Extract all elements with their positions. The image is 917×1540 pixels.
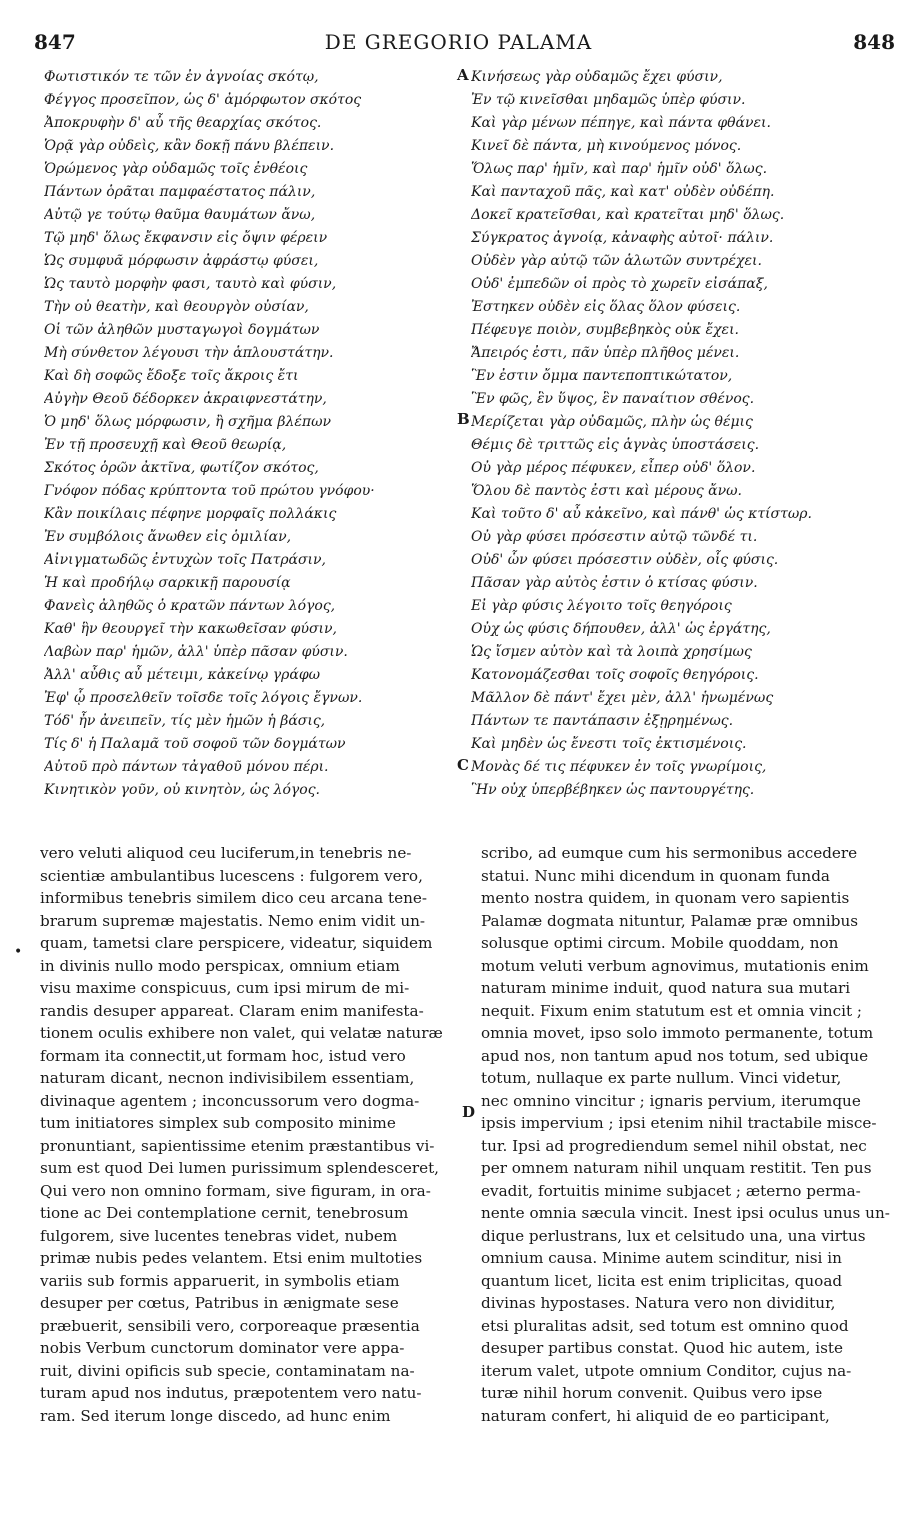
- greek-verse-line: Οὐδὲν γὰρ αὐτῷ τῶν ἁλωτῶν συντρέχει.: [471, 253, 762, 269]
- latin-text-line: nequit. Fixum enim statutum est et omnia vincit ;: [481, 1001, 862, 1020]
- greek-verse-line: Πάντων τε παντάπασιν ἐξῃρημένως.: [471, 713, 734, 729]
- greek-verse-line: Ἣν οὐχ ὑπερβέβηκεν ὡς παντουργέτης.: [471, 782, 755, 798]
- greek-verse-line: Καθ' ἣν θεουργεῖ τὴν κακωθεῖσαν φύσιν,: [44, 621, 337, 637]
- greek-verse-line: Ὅλως παρ' ἡμῖν, καὶ παρ' ἡμῖν οὐδ' ὅλως.: [471, 161, 768, 177]
- greek-verse-line: Ἐστηκεν οὐδὲν εἰς ὅλας ὅλον φύσεις.: [471, 299, 741, 315]
- greek-verse-line: Ἀποκρυφὴν δ' αὖ τῆς θεαρχίας σκότος.: [44, 115, 322, 131]
- latin-text-line: nec omnino vincitur ; ignaris pervium, iterumque: [481, 1091, 861, 1110]
- latin-text-line: etsi pluralitas adsit, sed totum est omnino quod: [481, 1316, 849, 1335]
- greek-verse-line: Ὡς ἴσμεν αὐτὸν καὶ τὰ λοιπὰ χρησίμως: [471, 644, 752, 660]
- greek-verse-line: Φανεὶς ἀληθῶς ὁ κρατῶν πάντων λόγος,: [44, 598, 336, 614]
- latin-text-line: tur. Ipsi ad progrediendum semel nihil obstat, nec: [481, 1136, 867, 1155]
- greek-verse-line: Πάντων ὁρᾶται παμφαέστατος πάλιν,: [44, 184, 316, 200]
- greek-verse-line: Αἰνιγματωδῶς ἐντυχὼν τοῖς Πατράσιν,: [44, 552, 327, 568]
- margin-dot: •: [14, 944, 23, 960]
- latin-text-line: sum est quod Dei lumen purissimum splendesceret,: [40, 1159, 439, 1177]
- margin-marker-c: C: [457, 756, 469, 774]
- latin-text-line: turæ nihil horum convenit. Quibus vero ipse: [481, 1384, 823, 1402]
- greek-verse-line: Λαβὼν παρ' ἡμῶν, ἀλλ' ὑπὲρ πᾶσαν φύσιν.: [44, 644, 348, 660]
- latin-text-line: formam ita connectit,ut formam hoc, istud vero: [40, 1046, 406, 1065]
- greek-verse-line: Οὐδ' ἐμπεδῶν οἱ πρὸς τὸ χωρεῖν εἰσάπαξ,: [471, 276, 768, 292]
- latin-text-line: motum veluti verbum agnovimus, mutationis enim: [481, 956, 869, 975]
- latin-text-line: desuper per cœtus, Patribus in ænigmate sese: [40, 1294, 399, 1312]
- greek-verse-line: Κατονομάζεσθαι τοῖς σοφοῖς θεηγόροις.: [471, 667, 759, 683]
- latin-text-line: turam apud nos indutus, præpotentem vero natu-: [40, 1384, 422, 1402]
- greek-verse-line: Ὡς ταυτὸ μορφὴν φασι, ταυτὸ καὶ φύσιν,: [44, 276, 337, 292]
- latin-text-line: informibus tenebris similem dico ceu arcana tene-: [40, 889, 428, 907]
- latin-text-line: brarum supremæ majestatis. Nemo enim vidit un-: [40, 911, 426, 930]
- greek-verse-line: Μὴ σύνθετον λέγουσι τὴν ἁπλουστάτην.: [44, 345, 334, 361]
- greek-verse-line: Φέγγος προσεῖπον, ὡς δ' ἀμόρφωτον σκότος: [44, 92, 362, 108]
- latin-text-line: naturam dicant, necnon indivisibilem essentiam,: [40, 1069, 415, 1087]
- latin-text-line: divinas hypostases. Natura vero non dividitur,: [481, 1294, 836, 1312]
- latin-text-line: nente omnia sæcula vincit. Inest ipsi oculus unus un-: [481, 1204, 890, 1222]
- greek-verse-line: Αὐγὴν Θεοῦ δέδορκεν ἀκραιφνεστάτην,: [44, 391, 327, 407]
- greek-verse-line: Μᾶλλον δὲ πάντ' ἔχει μὲν, ἀλλ' ἡνωμένως: [471, 690, 774, 706]
- greek-verse-line: Καὶ γὰρ μένων πέπηγε, καὶ πάντα φθάνει.: [471, 115, 771, 131]
- greek-verse-line: Ἄπειρός ἐστι, πᾶν ὑπὲρ πλῆθος μένει.: [471, 345, 740, 361]
- latin-text-line: statui. Nunc mihi dicendum in quonam funda: [481, 866, 830, 885]
- greek-verse-line: Γνόφον πόδας κρύπτοντα τοῦ πρώτου γνόφου·: [44, 483, 375, 499]
- latin-text-line: desuper partibus constat. Quod hic autem, iste: [481, 1339, 843, 1357]
- greek-verse-line: Θέμις δὲ τριττῶς εἰς ἁγνὰς ὑποστάσεις.: [471, 437, 760, 453]
- greek-verse-line: Πᾶσαν γὰρ αὐτὸς ἐστιν ὁ κτίσας φύσιν.: [471, 575, 758, 591]
- running-title: DE GREGORIO PALAMA: [324, 30, 593, 54]
- latin-text-column-left: [40, 842, 454, 1427]
- greek-verse-line: Ἐν τῷ κινεῖσθαι μηδαμῶς ὑπὲρ φύσιν.: [471, 92, 746, 108]
- latin-text-line: quam, tametsi clare perspicere, videatur, siquidem: [40, 934, 433, 952]
- latin-text-line: tionem oculis exhibere non valet, qui velatæ naturæ: [40, 1024, 443, 1042]
- latin-text-line: mento nostra quidem, in quonam vero sapientis: [481, 889, 850, 907]
- latin-text-line: Qui vero non omnino formam, sive figuram, in ora-: [40, 1181, 431, 1200]
- latin-text-line: fulgorem, sive lucentes tenebras videt, nubem: [40, 1226, 398, 1245]
- page-number-left: 847: [34, 30, 76, 54]
- greek-verse-line: Μερίζεται γὰρ οὐδαμῶς, πλὴν ὡς θέμις: [471, 414, 753, 430]
- greek-verse-line: Οἱ τῶν ἀληθῶν μυσταγωγοὶ δογμάτων: [44, 322, 320, 338]
- margin-marker-a: A: [457, 66, 469, 84]
- greek-verse-line: Ὅλου δὲ παντὸς ἐστι καὶ μέρους ἄνω.: [471, 483, 743, 499]
- greek-verse-line: Ἐν συμβόλοις ἄνωθεν εἰς ὁμιλίαν,: [44, 529, 292, 545]
- greek-verse-line: Κινήσεως γὰρ οὐδαμῶς ἔχει φύσιν,: [471, 69, 723, 85]
- latin-text-line: præbuerit, sensibili vero, corporeaque præsentia: [40, 1316, 420, 1335]
- latin-text-line: per omnem naturam nihil unquam restitit. Ten pus: [481, 1159, 872, 1177]
- greek-verse-line: Ὡς συμφυᾶ μόρφωσιν ἀφράστῳ φύσει,: [44, 253, 319, 269]
- greek-verse-line: Ἐν τῇ προσευχῇ καὶ Θεοῦ θεωρίᾳ,: [44, 437, 287, 453]
- latin-text-line: totum, nullaque ex parte nullum. Vinci videtur,: [481, 1069, 842, 1087]
- greek-verse-line: Σκότος ὁρῶν ἀκτῖνα, φωτίζον σκότος,: [44, 460, 319, 476]
- greek-verse-line: Καὶ τοῦτο δ' αὖ κἀκεῖνο, καὶ πάνθ' ὡς κτίστωρ.: [471, 506, 812, 522]
- latin-text-line: omnia movet, ipso solo immoto permanente, totum: [481, 1024, 874, 1042]
- greek-verse-line: Κινεῖ δὲ πάντα, μὴ κινούμενος μόνος.: [471, 138, 742, 154]
- latin-text-line: solusque optimi circum. Mobile quoddam, non: [481, 934, 839, 952]
- greek-verse-line: Καὶ μηδὲν ὡς ἔνεστι τοῖς ἐκτισμένοις.: [471, 736, 747, 752]
- greek-verse-column-left: [44, 66, 454, 802]
- page-header: [0, 30, 917, 60]
- latin-text-line: ruit, divini opificis sub specie, contaminatam na-: [40, 1361, 415, 1380]
- latin-text-line: divinaque agentem ; inconcussorum vero dogma-: [40, 1091, 420, 1110]
- latin-text-line: visu maxime conspicuus, cum ipsi mirum de mi-: [40, 979, 410, 997]
- latin-text-line: tum initiatores simplex sub composito minime: [40, 1114, 396, 1132]
- greek-verse-column-right: [471, 66, 891, 802]
- latin-text-line: naturam confert, hi aliquid de eo participant,: [481, 1406, 830, 1425]
- latin-text-line: primæ nubis pedes velantem. Etsi enim multoties: [40, 1249, 423, 1267]
- latin-text-line: randis desuper appareat. Claram enim manifesta-: [40, 1001, 424, 1020]
- greek-verse-line: Ὁρώμενος γὰρ οὐδαμῶς τοῖς ἐνθέοις: [44, 161, 308, 177]
- greek-verse-line: Τὴν οὐ θεατὴν, καὶ θεουργὸν οὐσίαν,: [44, 299, 309, 315]
- latin-text-line: naturam minime induit, quod natura sua mutari: [481, 979, 851, 997]
- greek-verse-line: Οὐχ ὡς φύσις δήπουθεν, ἀλλ' ὡς ἐργάτης,: [471, 621, 771, 637]
- greek-verse-line: Ἐφ' ᾧ προσελθεῖν τοῖσδε τοῖς λόγοις ἔγνων.: [44, 690, 363, 706]
- greek-verse-line: Ἓν φῶς, ἓν ὕψος, ἓν παναίτιον σθένος.: [471, 391, 755, 407]
- latin-text-line: variis sub formis apparuerit, in symbolis etiam: [40, 1271, 400, 1290]
- greek-verse-line: Ἀλλ' αὖθις αὖ μέτειμι, κἀκείνῳ γράφω: [44, 667, 321, 683]
- latin-text-line: iterum valet, utpote omnium Conditor, cujus na-: [481, 1361, 852, 1380]
- greek-verse-line: Κινητικὸν γοῦν, οὐ κινητὸν, ὡς λόγος.: [44, 782, 321, 798]
- greek-verse-line: Αὐτῷ γε τούτῳ θαῦμα θαυμάτων ἄνω,: [44, 207, 316, 223]
- latin-text-line: ram. Sed iterum longe discedo, ad hunc enim: [40, 1406, 391, 1425]
- greek-verse-line: Πέφευγε ποιὸν, συμβεβηκὸς οὐκ ἔχει.: [471, 322, 740, 338]
- latin-text-line: quantum licet, licita est enim triplicitas, quoad: [481, 1271, 843, 1290]
- latin-text-line: dique perlustrans, lux et celsitudo una, una virtus: [481, 1226, 866, 1245]
- greek-verse-line: Δοκεῖ κρατεῖσθαι, καὶ κρατεῖται μηδ' ὅλως.: [471, 207, 785, 223]
- greek-verse-line: Τῷ μηδ' ὅλως ἔκφανσιν εἰς ὄψιν φέρειν: [44, 230, 328, 246]
- latin-text-line: ipsis impervium ; ipsi etenim nihil tractabile misce-: [481, 1114, 877, 1132]
- greek-verse-line: Τίς δ' ἡ Παλαμᾶ τοῦ σοφοῦ τῶν δογμάτων: [44, 736, 346, 752]
- greek-verse-line: Οὐδ' ὧν φύσει πρόσεστιν οὐδὲν, οἷς φύσις.: [471, 552, 779, 568]
- greek-verse-line: Οὐ γὰρ φύσει πρόσεστιν αὐτῷ τῶνδέ τι.: [471, 529, 758, 545]
- margin-marker-d: D: [462, 1103, 476, 1121]
- latin-text-line: scribo, ad eumque cum his sermonibus accedere: [481, 844, 858, 862]
- greek-verse-line: Ἓν ἐστιν ὄμμα παντεποπτικώτατον,: [471, 368, 733, 384]
- greek-verse-line: Εἰ γὰρ φύσις λέγοιτο τοῖς θεηγόροις: [471, 598, 732, 614]
- latin-text-line: scientiæ ambulantibus lucescens : fulgorem vero,: [40, 866, 423, 885]
- latin-text-line: evadit, fortuitis minime subjacet ; æterno perma-: [481, 1181, 861, 1200]
- greek-verse-line: Ἡ καὶ προδήλῳ σαρκικῇ παρουσίᾳ: [44, 575, 291, 591]
- greek-verse-line: Ὁρᾷ γὰρ οὐδεὶς, κἂν δοκῇ πάνυ βλέπειν.: [44, 138, 335, 154]
- latin-text-line: apud nos, non tantum apud nos totum, sed ubique: [481, 1046, 869, 1065]
- latin-text-line: Palamæ dogmata nituntur, Palamæ præ omnibus: [481, 911, 859, 930]
- latin-text-line: omnium causa. Minime autem scinditur, nisi in: [481, 1249, 842, 1267]
- greek-verse-line: Οὐ γὰρ μέρος πέφυκεν, εἶπερ οὐδ' ὅλον.: [471, 460, 756, 476]
- latin-text-line: nobis Verbum cunctorum dominator vere appa-: [40, 1339, 405, 1357]
- latin-text-line: in divinis nullo modo perspicax, omnium etiam: [40, 956, 400, 975]
- latin-text-line: vero veluti aliquod ceu luciferum,in tenebris ne-: [40, 844, 412, 862]
- latin-text-line: tione ac Dei contemplatione cernit, tenebrosum: [40, 1204, 409, 1222]
- greek-verse-line: Καὶ δὴ σοφῶς ἔδοξε τοῖς ἄκροις ἔτι: [44, 368, 299, 384]
- page-number-right: 848: [853, 30, 895, 54]
- greek-verse-line: Φωτιστικόν τε τῶν ἐν ἀγνοίας σκότῳ,: [44, 69, 319, 85]
- greek-verse-line: Μονὰς δέ τις πέφυκεν ἐν τοῖς γνωρίμοις,: [471, 759, 767, 775]
- margin-marker-b: B: [457, 410, 470, 428]
- latin-text-column-right: [481, 842, 895, 1427]
- greek-verse-line: Αὐτοῦ πρὸ πάντων τἀγαθοῦ μόνου πέρι.: [44, 759, 329, 775]
- greek-verse-line: Κἂν ποικίλαις πέφηνε μορφαῖς πολλάκις: [44, 506, 337, 522]
- greek-verse-line: Ὁ μηδ' ὅλως μόρφωσιν, ἢ σχῆμα βλέπων: [44, 414, 332, 430]
- latin-text-line: pronuntiant, sapientissime etenim præstantibus vi-: [40, 1136, 435, 1155]
- greek-verse-line: Καὶ πανταχοῦ πᾶς, καὶ κατ' οὐδὲν οὐδέπη.: [471, 184, 775, 200]
- greek-verse-line: Τόδ' ἦν ἀνειπεῖν, τίς μὲν ἡμῶν ἡ βάσις,: [44, 713, 326, 729]
- greek-verse-line: Σύγκρατος ἀγνοίᾳ, κἀναφὴς αὐτοῖ· πάλιν.: [471, 230, 774, 246]
